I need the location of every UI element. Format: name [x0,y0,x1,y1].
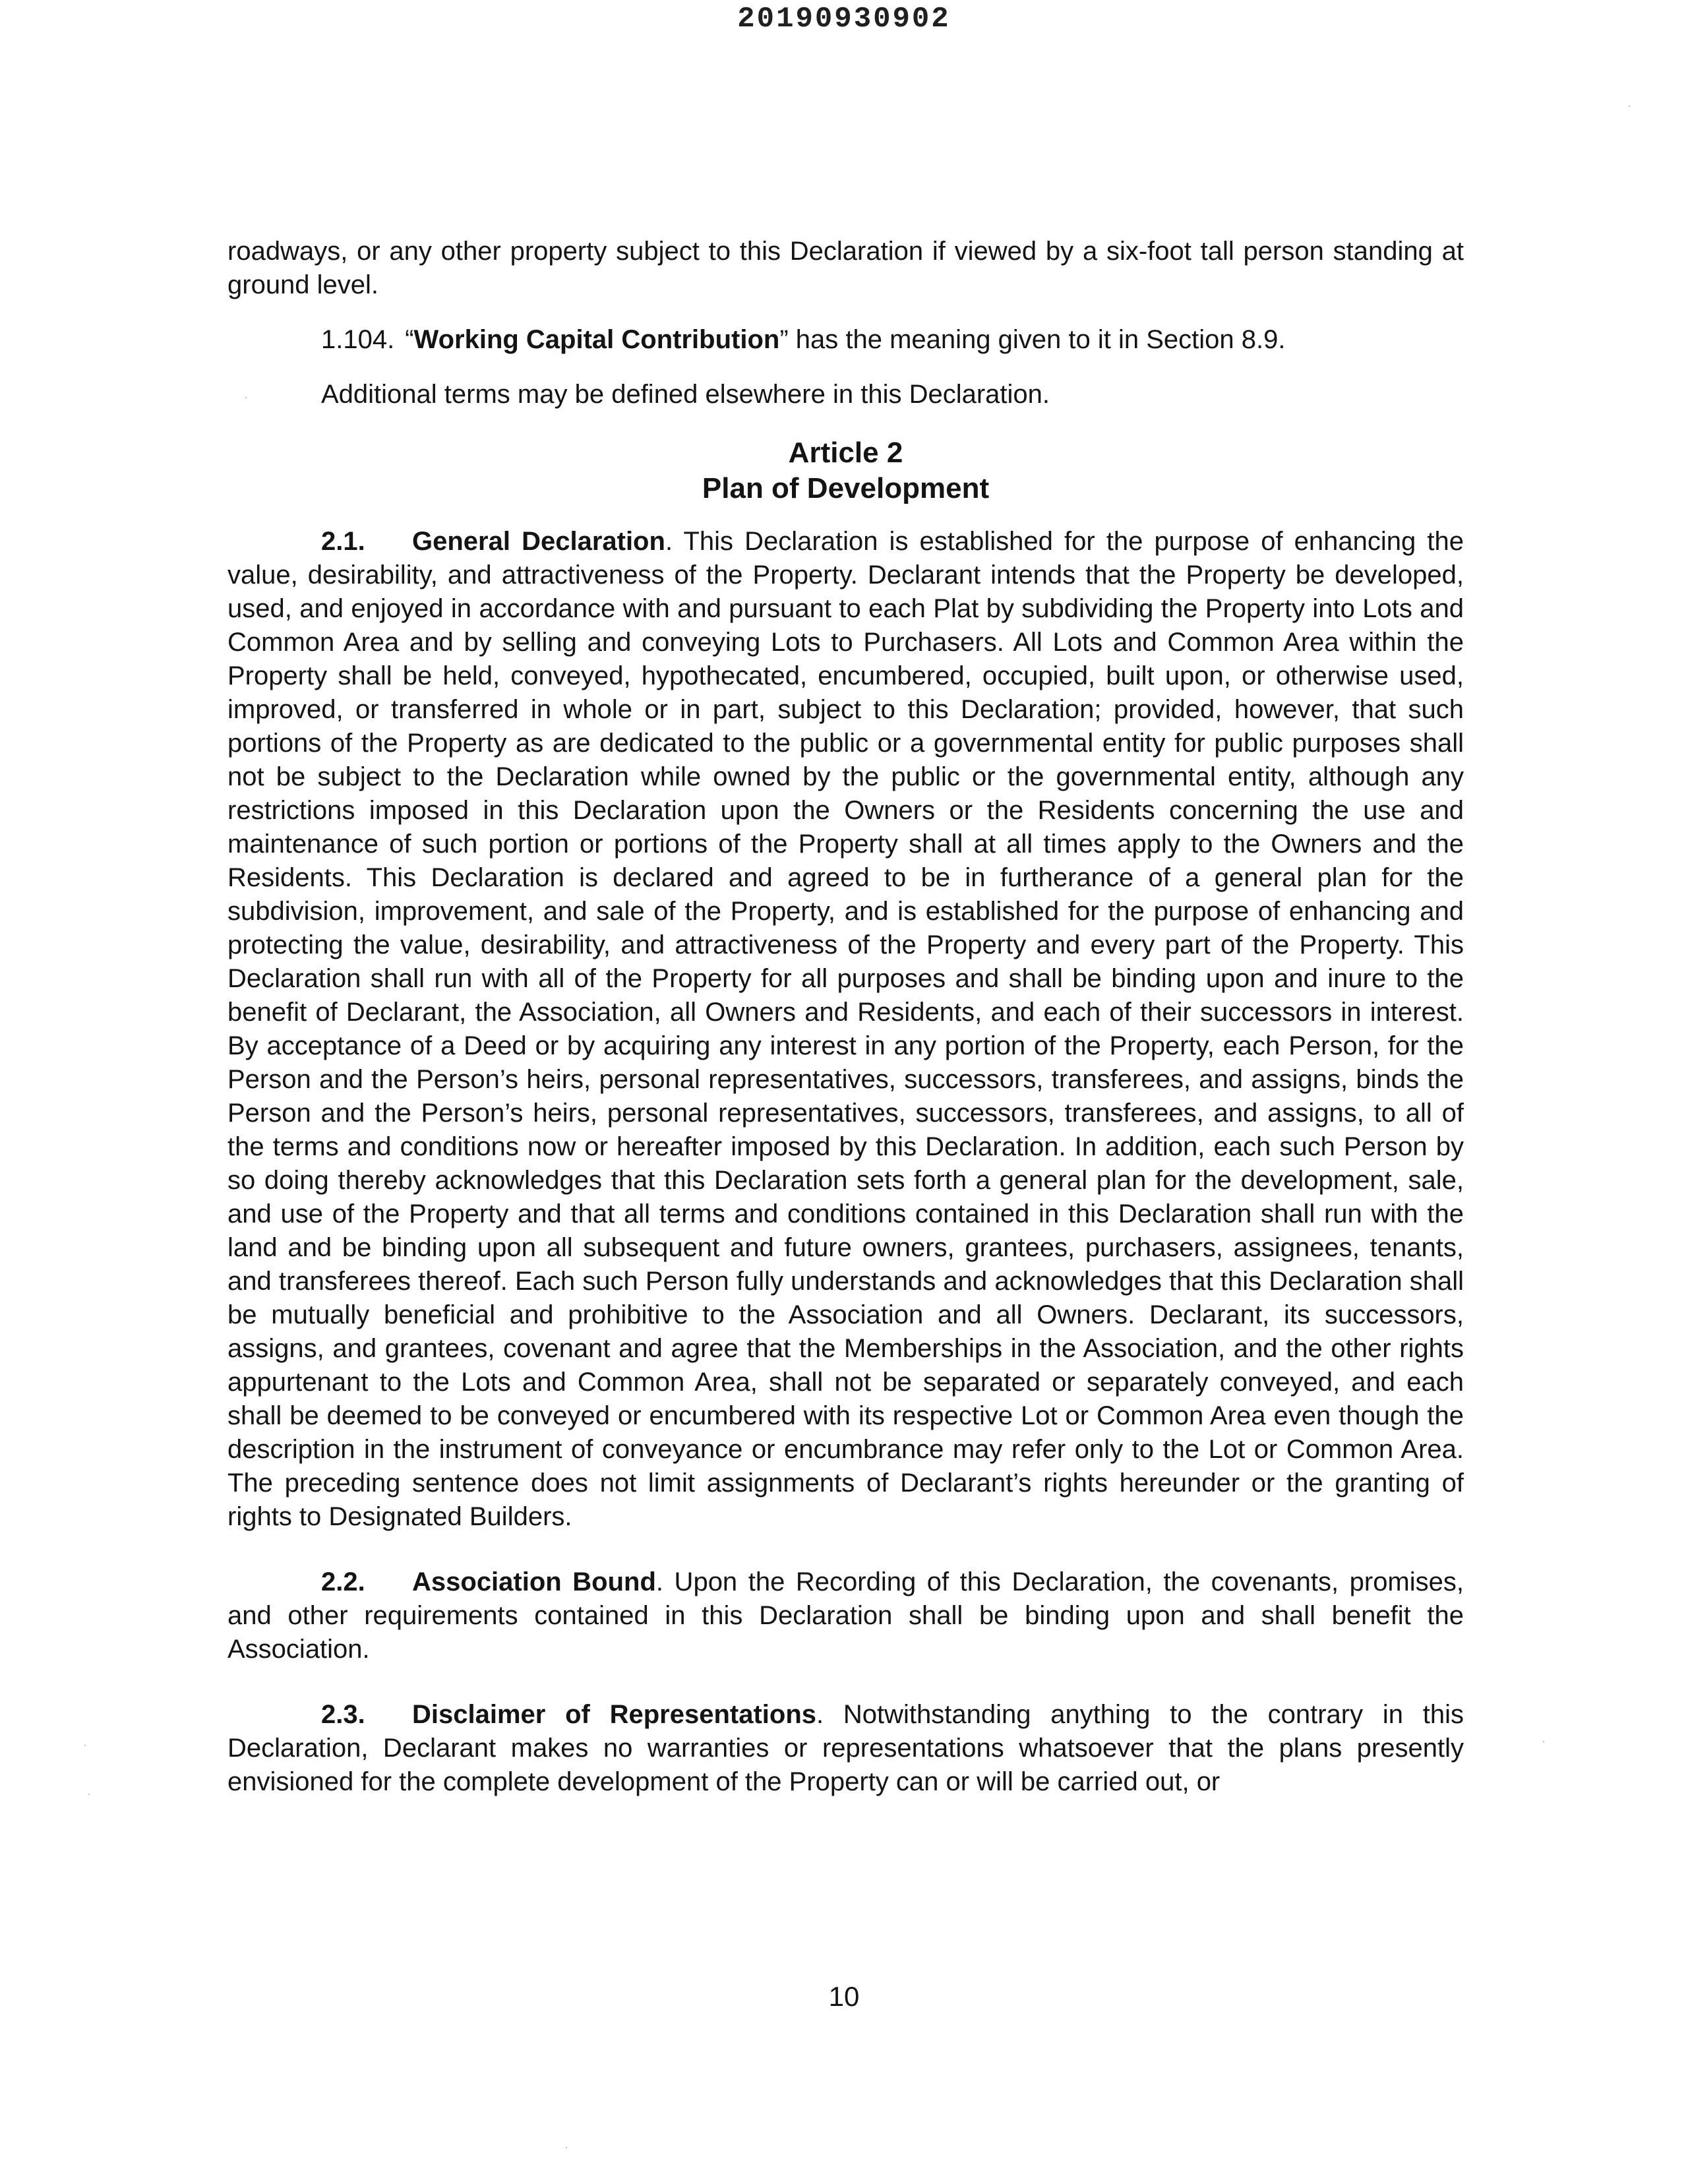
article-title: Plan of Development [702,472,990,504]
scan-speck [245,397,247,398]
document-page [227,235,1464,1799]
section-text: . Upon the Recording of this Declaration, the covenants, promises, and other requirements contained in this Declaration shall be binding upon and shall benefit the Association. [227,1567,1464,1664]
definition-close-quote: ” [779,325,789,354]
definition-1-104 [227,323,1464,357]
recording-number: 20190930902 [737,3,951,36]
section-title: Association Bound [412,1567,656,1596]
section-2-3 [227,1698,1464,1799]
section-title: General Declaration [412,527,665,556]
page-number: 10 [828,1981,860,2012]
scan-speck [88,1794,90,1795]
definition-open-quote: “ [405,325,414,354]
scan-speck [84,1745,86,1746]
article-heading [227,435,1464,506]
section-number: 2.3. [321,1700,365,1729]
continuation-paragraph: roadways, or any other property subject to this Declaration if viewed by a six-foot tall person standing at ground level. [227,237,1464,299]
scan-speck [1629,106,1630,107]
definition-text: has the meaning given to it in Section 8.9. [788,325,1286,354]
definition-number: 1.104. [321,325,395,354]
section-2-1 [227,525,1464,1534]
section-2-2 [227,1565,1464,1666]
definition-term: Working Capital Contribution [413,325,780,354]
scan-speck [1543,1741,1544,1742]
scan-speck [566,2147,567,2148]
section-number: 2.1. [321,527,365,556]
article-number: Article 2 [788,437,903,469]
section-text: . Notwithstanding anything to the contrary in this Declaration, Declarant makes no warranties or representations whatsoever that the plans presently envisioned for the complete development of the Property can or will be carried out, or [227,1700,1464,1796]
section-number: 2.2. [321,1567,365,1596]
additional-terms-paragraph: Additional terms may be defined elsewhere in this Declaration. [321,380,1050,409]
section-text: . This Declaration is established for the purpose of enhancing the value, desirability, and attractiveness of the Property. Declarant intends that the Property be developed, used, and enjoyed in accordance with and pursuant to each Plat by subdividing the Property into Lots and Common Area and by selling and conveying Lots to Purchasers. All Lots and Common Area within the Property shall be held, conveyed, hypothecated, encumbered, occupied, built upon, or otherwise used, improved, or transferred in whole or in part, subject to this Declaration; provided, however, that such portions of the Property as are dedicated to the public or a governmental entity for public purposes shall not be subject to the Declaration while owned by the public or the governmental entity, although any restrictions imposed in this Declaration upon the Owners or the Residents concerning the use and maintenance of such portion or portions of the Property shall at all times apply to the Owners and the Residents. This Declaration is declared and agreed to be in furtherance of a general plan for the subdivision, improvement, and sale of the Property, and is established for the purpose of enhancing and protecting the value, desirability, and attractiveness of the Property and every part of the Property. This Declaration shall run with all of the Property for all purposes and shall be binding upon and inure to the benefit of Declarant, the Association, all Owners and Residents, and each of their successors in interest. By acceptance of a Deed or by acquiring any interest in any portion of the Property, each Person, for the Person and the Person’s heirs, personal representatives, successors, transferees, and assigns, binds the Person and the Person’s heirs, personal representatives, successors, transferees, and assigns, to all of the terms and conditions now or hereafter imposed by this Declaration. In addition, each such Person by so doing thereby acknowledges that this Declaration sets forth a general plan for the development, sale, and use of the Property and that all terms and conditions contained in this Declaration shall run with the land and be binding upon all subsequent and future owners, grantees, purchasers, assignees, tenants, and transferees thereof. Each such Person fully understands and acknowledges that this Declaration shall be mutually beneficial and prohibitive to the Association and all Owners. Declarant, its successors, assigns, and grantees, covenant and agree that the Memberships in the Association, and the other rights appurtenant to the Lots and Common Area, shall not be separated or separately conveyed, and each shall be deemed to be conveyed or encumbered with its respective Lot or Common Area even though the description in the instrument of conveyance or encumbrance may refer only to the Lot or Common Area. The preceding sentence does not limit assignments of Declarant’s rights hereunder or the granting of rights to Designated Builders. [227,527,1464,1531]
section-title: Disclaimer of Representations [412,1700,816,1729]
